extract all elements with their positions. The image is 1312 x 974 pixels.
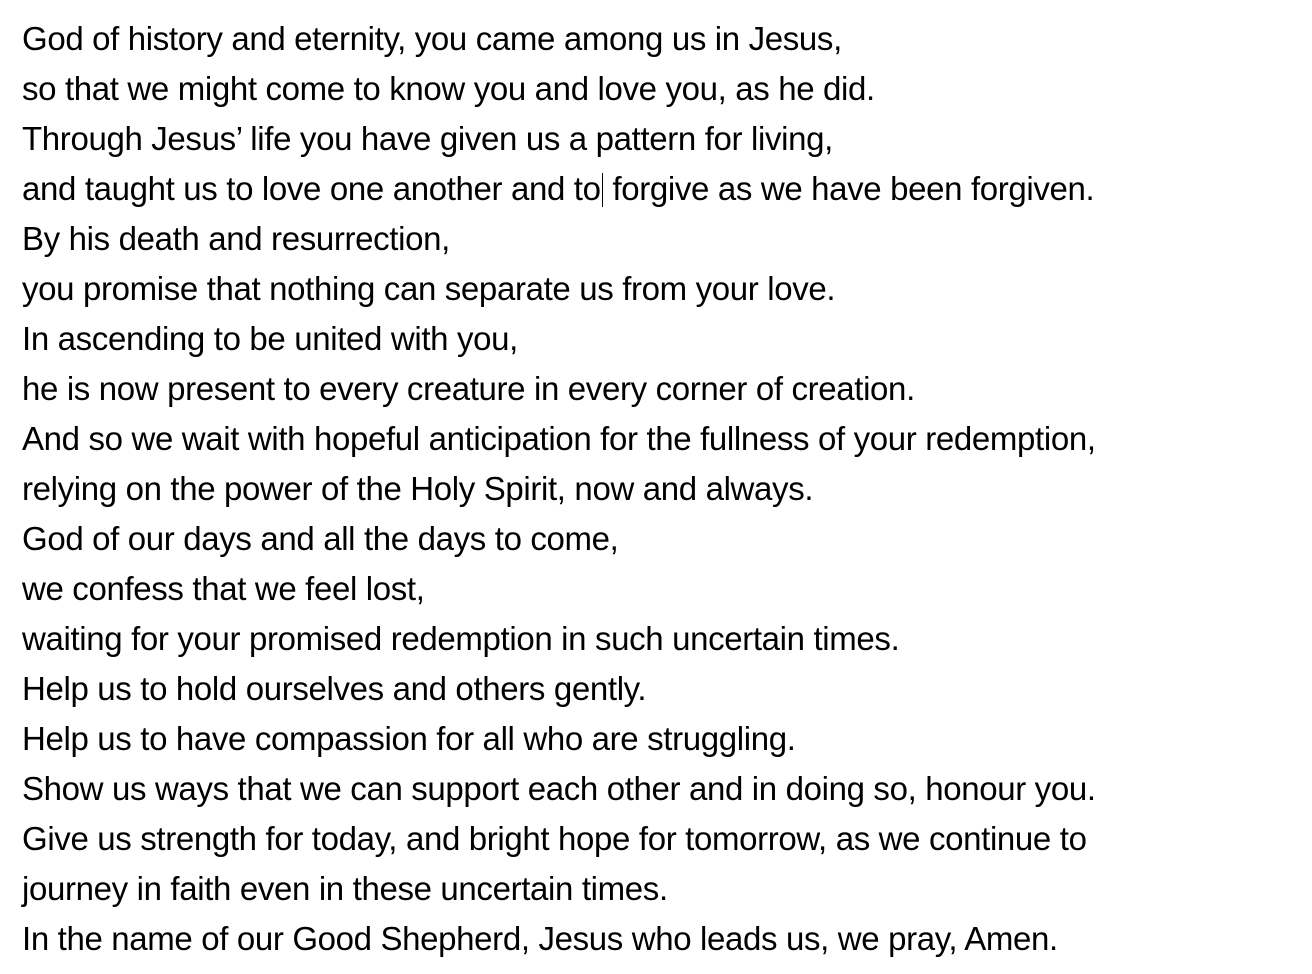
text-line: relying on the power of the Holy Spirit, now and always. (22, 470, 814, 507)
document-body[interactable] (22, 14, 1307, 964)
text-line: God of history and eternity, you came among us in Jesus, (22, 20, 842, 57)
text-line: Help us to hold ourselves and others gently. (22, 670, 647, 707)
text-cursor (602, 173, 603, 207)
text-line: In the name of our Good Shepherd, Jesus who leads us, we pray, Amen. (22, 920, 1058, 957)
text-line: you promise that nothing can separate us from your love. (22, 270, 836, 307)
text-line (22, 164, 1307, 214)
text-line: By his death and resurrection, (22, 220, 450, 257)
text-segment: and taught us to love one another and to (22, 170, 601, 207)
text-line: waiting for your promised redemption in such uncertain times. (22, 620, 900, 657)
text-line: Through Jesus’ life you have given us a pattern for living, (22, 120, 833, 157)
text-line: Show us ways that we can support each other and in doing so, honour you. (22, 770, 1096, 807)
text-line: In ascending to be united with you, (22, 320, 518, 357)
text-line: Help us to have compassion for all who are struggling. (22, 720, 796, 757)
text-line: And so we wait with hopeful anticipation for the fullness of your redemption, (22, 420, 1096, 457)
text-line: so that we might come to know you and love you, as he did. (22, 70, 875, 107)
text-line: journey in faith even in these uncertain times. (22, 870, 668, 907)
text-segment: forgive as we have been forgiven. (603, 170, 1095, 207)
text-line: we confess that we feel lost, (22, 570, 425, 607)
text-line: God of our days and all the days to come, (22, 520, 619, 557)
text-line: he is now present to every creature in every corner of creation. (22, 370, 915, 407)
text-line: Give us strength for today, and bright hope for tomorrow, as we continue to (22, 820, 1087, 857)
